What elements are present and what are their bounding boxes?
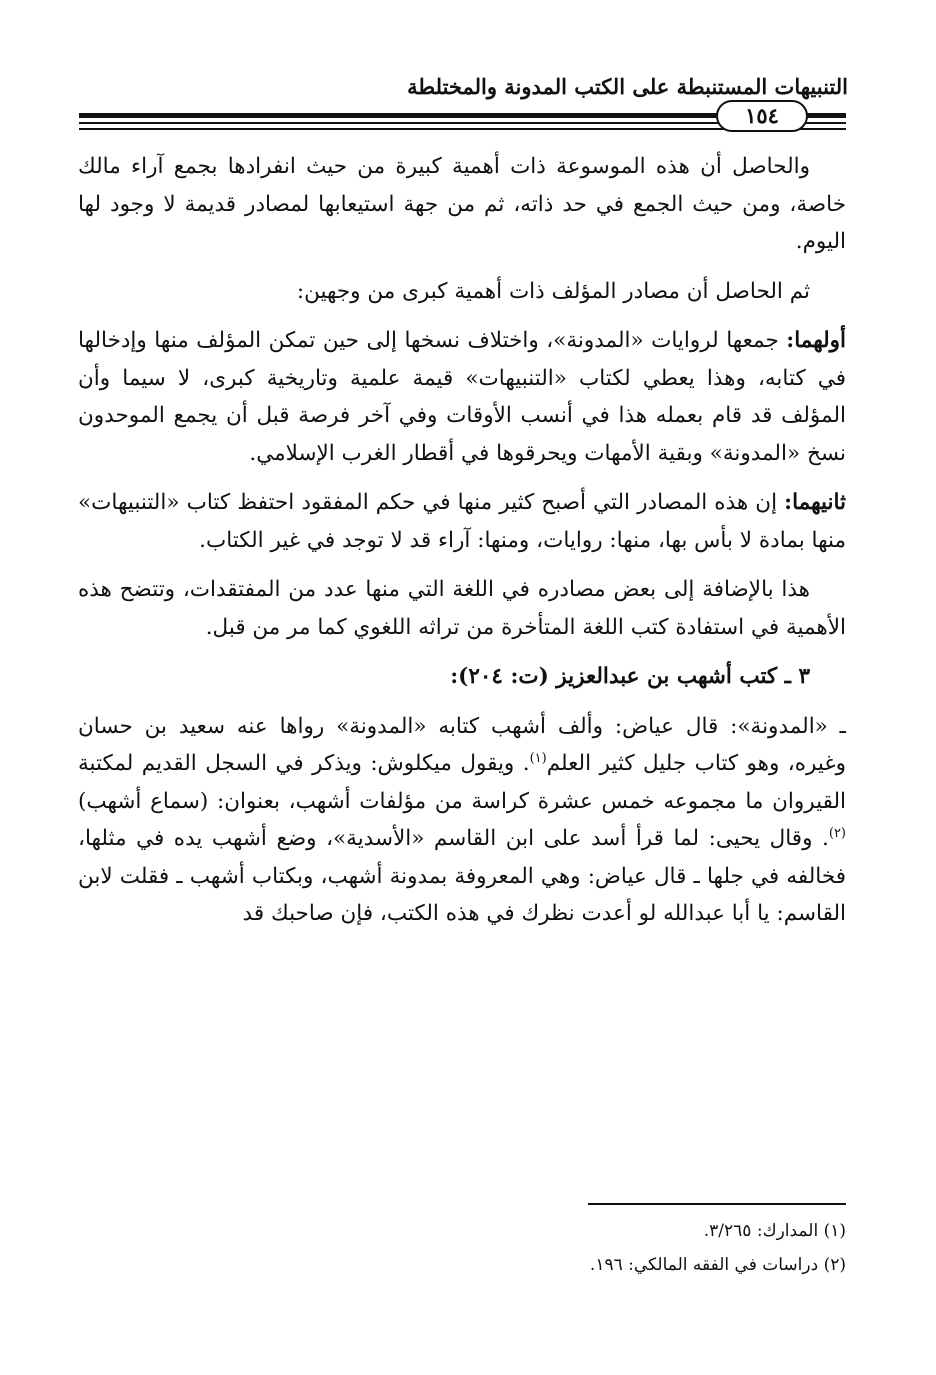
paragraph-two-aspects: ثم الحاصل أن مصادر المؤلف ذات أهمية كبرى من وجهين: <box>296 278 810 304</box>
mudawwana-text-part-1: ـ «المدونة»: قال عياض: وألف أشهب كتابه «المدونة» رواها عنه سعيد بن حسان وغيره، وهو كتاب جليل كثير العلم <box>78 713 846 776</box>
second-aspect-label: ثانيهما: <box>784 490 846 515</box>
mudawwana-text-part-3: . وقال يحيى: لما قرأ أسد على ابن القاسم «الأسدية»، وضع أشهب يده في مثلها، فخالفه في جلها ـ قال عياض: وهي المعروفة بمدونة أشهب، وبكتاب أشهب ـ فقلت لابن القاسم: يا أبا عبدالله لو أعدت نظرك في هذه الكتب، فإن صاحبك قد <box>78 826 846 926</box>
paragraph-first-aspect <box>78 322 846 472</box>
footnote-1: (١) المدارك: ٣/٢٦٥. <box>703 1221 846 1241</box>
paragraph-second-aspect <box>78 484 846 559</box>
footnote-ref-1[interactable]: (١) <box>529 750 547 766</box>
footnote-2: (٢) دراسات في الفقه المالكي: ١٩٦. <box>589 1255 846 1275</box>
page-number-badge: ١٥٤ <box>716 100 808 132</box>
second-aspect-text: إن هذه المصادر التي أصبح كثير منها في حكم المفقود احتفظ كتاب «التنبيهات» منها بمادة لا بأس بها، منها: روايات، ومنها: آراء قد لا توجد في غير الكتاب. <box>78 490 846 553</box>
footnote-separator <box>588 1203 846 1205</box>
paragraph-summary: والحاصل أن هذه الموسوعة ذات أهمية كبيرة من حيث انفرادها بجمع آراء مالك خاصة، ومن حيث الجمع في حد ذاته، ثم من جهة استيعابها لمصادر قديمة لا وجود لها اليوم. <box>78 154 846 254</box>
running-header-title: التنبيهات المستنبطة على الكتب المدونة والمختلطة <box>407 74 848 99</box>
paragraph-mudawwana-ashhab <box>78 708 846 933</box>
paragraph-language-sources: هذا بالإضافة إلى بعض مصادره في اللغة التي منها عدد من المفتقدات، وتتضح هذه الأهمية في استفادة كتب اللغة المتأخرة من تراثه اللغوي كما مر من قبل. <box>78 577 846 640</box>
section-heading-ashhab: ٣ ـ كتب أشهب بن عبدالعزيز (ت: ٢٠٤): <box>450 664 810 689</box>
footnote-ref-2[interactable]: (٢) <box>828 825 846 841</box>
mudawwana-text-part-2: . ويقول ميكلوش: ويذكر في السجل القديم لمكتبة القيروان ما مجموعه خمس عشرة كراسة من مؤلفات أشهب، بعنوان: (سماع أشهب) <box>78 751 846 814</box>
footnotes <box>78 1214 846 1282</box>
first-aspect-text: جمعها لروايات «المدونة»، واختلاف نسخها إلى حين تمكن المؤلف منها وإدخالها في كتابه، وهذا يعطي لكتاب «التنبيهات» قيمة علمية وتاريخية كبرى، لا سيما وأن المؤلف قد قام بعمله هذا في أنسب الأوقات وفي آخر فرصة قبل أن يجمع الموحدون نسخ «المدونة» وبقية الأمهات ويحرقوها في أقطار الغرب الإسلامي. <box>78 328 846 466</box>
first-aspect-label: أولهما: <box>786 328 847 353</box>
page-body <box>78 148 846 945</box>
